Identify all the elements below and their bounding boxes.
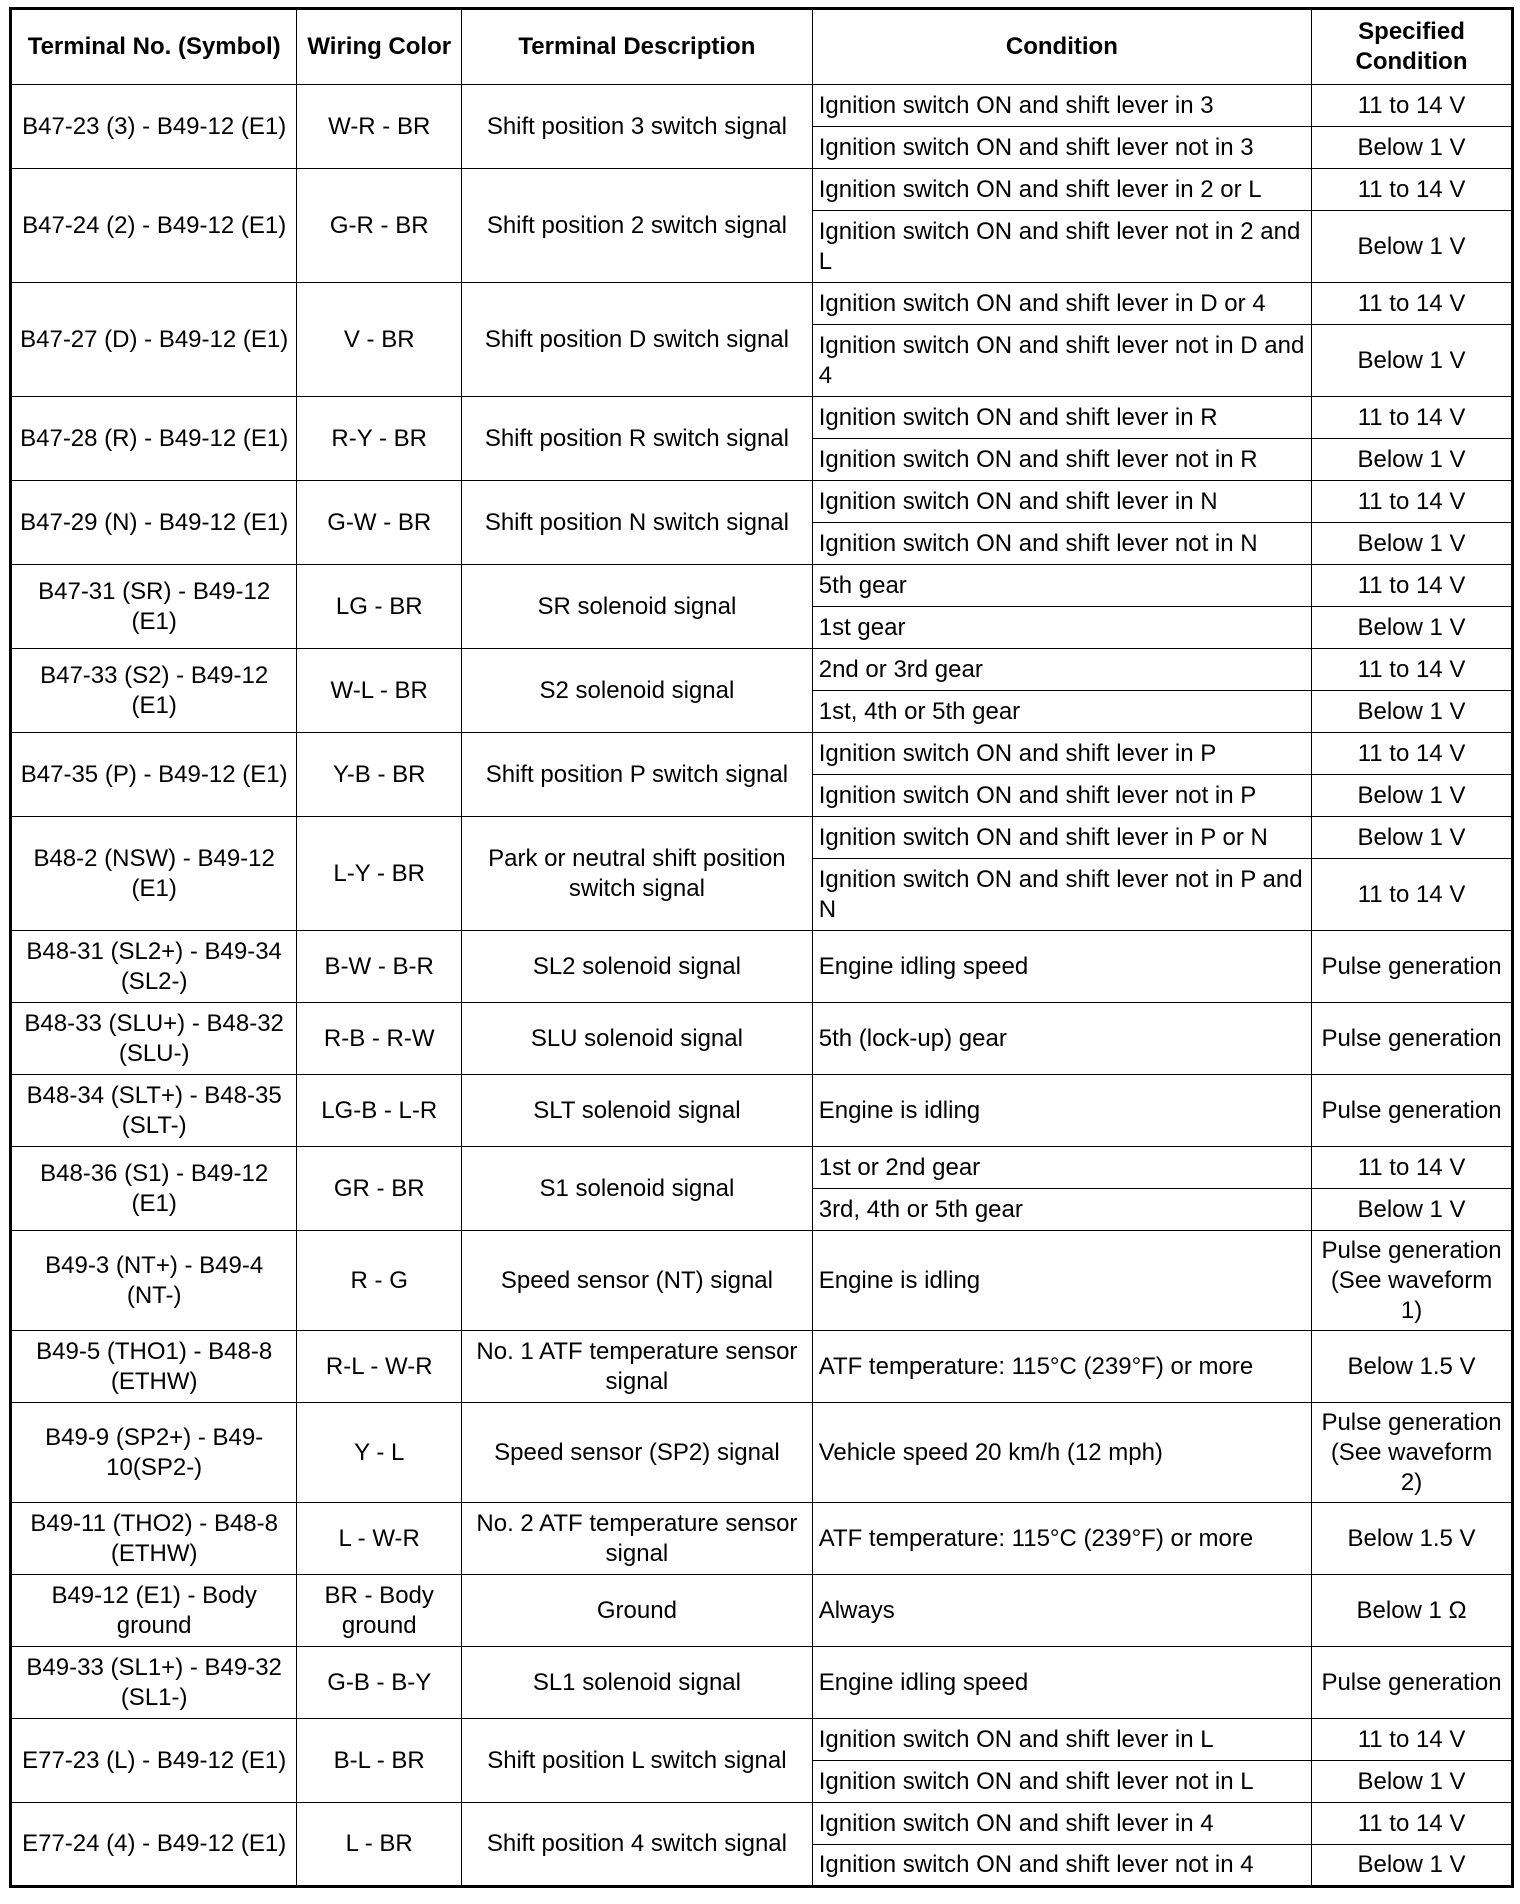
description-cell: No. 2 ATF temperature sensor signal <box>462 1503 813 1575</box>
terminal-cell: B48-33 (SLU+) - B48-32 (SLU-) <box>11 1003 297 1075</box>
table-row <box>11 1575 1513 1647</box>
terminal-cell: B47-24 (2) - B49-12 (E1) <box>11 169 297 283</box>
condition-cell: Ignition switch ON and shift lever in N <box>812 481 1311 523</box>
terminal-cell: B49-12 (E1) - Body ground <box>11 1575 297 1647</box>
specified-condition-cell: Pulse generation (See waveform 2) <box>1312 1403 1513 1503</box>
header-condition: Condition <box>812 9 1311 85</box>
condition-cell: Ignition switch ON and shift lever in 2 or L <box>812 169 1311 211</box>
header-terminal-no: Terminal No. (Symbol) <box>11 9 297 85</box>
wiring-color-cell: R-Y - BR <box>297 397 462 481</box>
terminal-cell: B48-34 (SLT+) - B48-35 (SLT-) <box>11 1075 297 1147</box>
specified-condition-cell: Below 1 V <box>1312 523 1513 565</box>
description-cell: Shift position P switch signal <box>462 733 813 817</box>
condition-cell: Ignition switch ON and shift lever in R <box>812 397 1311 439</box>
specified-condition-cell: 11 to 14 V <box>1312 85 1513 127</box>
wiring-color-cell: GR - BR <box>297 1147 462 1231</box>
wiring-color-cell: L - BR <box>297 1803 462 1887</box>
condition-cell: Ignition switch ON and shift lever not in R <box>812 439 1311 481</box>
specified-condition-cell: 11 to 14 V <box>1312 1803 1513 1845</box>
specified-condition-cell: Below 1 V <box>1312 439 1513 481</box>
description-cell: SR solenoid signal <box>462 565 813 649</box>
wiring-color-cell: BR - Body ground <box>297 1575 462 1647</box>
description-cell: Shift position R switch signal <box>462 397 813 481</box>
specified-condition-cell: Pulse generation <box>1312 1075 1513 1147</box>
terminal-cell: B47-33 (S2) - B49-12 (E1) <box>11 649 297 733</box>
specified-condition-cell: Pulse generation <box>1312 1003 1513 1075</box>
specified-condition-cell: Below 1 V <box>1312 775 1513 817</box>
wiring-color-cell: B-W - B-R <box>297 931 462 1003</box>
table-row <box>11 481 1513 523</box>
wiring-color-cell: V - BR <box>297 283 462 397</box>
condition-cell: 5th (lock-up) gear <box>812 1003 1311 1075</box>
condition-cell: Ignition switch ON and shift lever not in P <box>812 775 1311 817</box>
specified-condition-cell: 11 to 14 V <box>1312 733 1513 775</box>
wiring-color-cell: LG - BR <box>297 565 462 649</box>
wiring-color-cell: B-L - BR <box>297 1719 462 1803</box>
wiring-color-cell: Y-B - BR <box>297 733 462 817</box>
condition-cell: Ignition switch ON and shift lever not in 4 <box>812 1845 1311 1887</box>
terminal-cell: B48-2 (NSW) - B49-12 (E1) <box>11 817 297 931</box>
specified-condition-cell: Pulse generation <box>1312 1647 1513 1719</box>
condition-cell: Ignition switch ON and shift lever not in D and 4 <box>812 325 1311 397</box>
description-cell: Shift position 2 switch signal <box>462 169 813 283</box>
condition-cell: Ignition switch ON and shift lever in D or 4 <box>812 283 1311 325</box>
condition-cell: Ignition switch ON and shift lever not in 2 and L <box>812 211 1311 283</box>
wiring-color-cell: W-L - BR <box>297 649 462 733</box>
condition-cell: 1st gear <box>812 607 1311 649</box>
specified-condition-cell: 11 to 14 V <box>1312 1147 1513 1189</box>
condition-cell: 1st, 4th or 5th gear <box>812 691 1311 733</box>
specified-condition-cell: 11 to 14 V <box>1312 397 1513 439</box>
description-cell: No. 1 ATF temperature sensor signal <box>462 1331 813 1403</box>
specified-condition-cell: 11 to 14 V <box>1312 481 1513 523</box>
header-terminal-description: Terminal Description <box>462 9 813 85</box>
description-cell: S1 solenoid signal <box>462 1147 813 1231</box>
condition-cell: Ignition switch ON and shift lever in 3 <box>812 85 1311 127</box>
table-row <box>11 1803 1513 1845</box>
wiring-color-cell: R-B - R-W <box>297 1003 462 1075</box>
condition-cell: Ignition switch ON and shift lever in L <box>812 1719 1311 1761</box>
specified-condition-cell: Below 1 V <box>1312 691 1513 733</box>
wiring-color-cell: W-R - BR <box>297 85 462 169</box>
condition-cell: 5th gear <box>812 565 1311 607</box>
terminal-cell: B49-5 (THO1) - B48-8 (ETHW) <box>11 1331 297 1403</box>
table-row <box>11 397 1513 439</box>
specified-condition-cell: Below 1 Ω <box>1312 1575 1513 1647</box>
table-header-row <box>11 9 1513 85</box>
table-row <box>11 565 1513 607</box>
terminal-cell: B48-31 (SL2+) - B49-34 (SL2-) <box>11 931 297 1003</box>
description-cell: Shift position D switch signal <box>462 283 813 397</box>
description-cell: Park or neutral shift position switch signal <box>462 817 813 931</box>
table-row <box>11 169 1513 211</box>
terminal-cell: B47-28 (R) - B49-12 (E1) <box>11 397 297 481</box>
terminal-cell: B47-27 (D) - B49-12 (E1) <box>11 283 297 397</box>
specified-condition-cell: Below 1 V <box>1312 817 1513 859</box>
wiring-color-cell: L-Y - BR <box>297 817 462 931</box>
table-row <box>11 283 1513 325</box>
condition-cell: Engine idling speed <box>812 931 1311 1003</box>
terminal-cell: B47-31 (SR) - B49-12 (E1) <box>11 565 297 649</box>
table-row <box>11 1331 1513 1403</box>
description-cell: SL1 solenoid signal <box>462 1647 813 1719</box>
condition-cell: Ignition switch ON and shift lever not in 3 <box>812 127 1311 169</box>
specified-condition-cell: Below 1 V <box>1312 325 1513 397</box>
condition-cell: Ignition switch ON and shift lever in P or N <box>812 817 1311 859</box>
terminal-cell: B47-29 (N) - B49-12 (E1) <box>11 481 297 565</box>
condition-cell: ATF temperature: 115°C (239°F) or more <box>812 1503 1311 1575</box>
condition-cell: 2nd or 3rd gear <box>812 649 1311 691</box>
terminal-cell: E77-24 (4) - B49-12 (E1) <box>11 1803 297 1887</box>
condition-cell: Vehicle speed 20 km/h (12 mph) <box>812 1403 1311 1503</box>
table-row <box>11 817 1513 859</box>
table-row <box>11 1403 1513 1503</box>
description-cell: SLT solenoid signal <box>462 1075 813 1147</box>
description-cell: Shift position N switch signal <box>462 481 813 565</box>
specified-condition-cell: Below 1 V <box>1312 127 1513 169</box>
description-cell: Speed sensor (NT) signal <box>462 1231 813 1331</box>
wiring-color-cell: G-B - B-Y <box>297 1647 462 1719</box>
specified-condition-cell: Below 1 V <box>1312 1761 1513 1803</box>
specified-condition-cell: 11 to 14 V <box>1312 169 1513 211</box>
condition-cell: Engine is idling <box>812 1231 1311 1331</box>
condition-cell: Always <box>812 1575 1311 1647</box>
condition-cell: Ignition switch ON and shift lever not in P and N <box>812 859 1311 931</box>
description-cell: Ground <box>462 1575 813 1647</box>
table-row <box>11 931 1513 1003</box>
specified-condition-cell: Below 1.5 V <box>1312 1503 1513 1575</box>
specified-condition-cell: Below 1 V <box>1312 211 1513 283</box>
specified-condition-cell: 11 to 14 V <box>1312 859 1513 931</box>
wiring-color-cell: R-L - W-R <box>297 1331 462 1403</box>
condition-cell: Ignition switch ON and shift lever not in L <box>812 1761 1311 1803</box>
terminal-inspection-table <box>9 7 1514 1888</box>
terminal-cell: E77-23 (L) - B49-12 (E1) <box>11 1719 297 1803</box>
terminal-table-container <box>9 7 1514 1888</box>
wiring-color-cell: LG-B - L-R <box>297 1075 462 1147</box>
table-body <box>11 85 1513 1887</box>
condition-cell: 1st or 2nd gear <box>812 1147 1311 1189</box>
specified-condition-cell: Pulse generation <box>1312 931 1513 1003</box>
header-specified-condition: Specified Condition <box>1312 9 1513 85</box>
table-row <box>11 649 1513 691</box>
description-cell: Shift position 3 switch signal <box>462 85 813 169</box>
condition-cell: 3rd, 4th or 5th gear <box>812 1189 1311 1231</box>
table-row <box>11 1503 1513 1575</box>
table-row <box>11 1719 1513 1761</box>
table-row <box>11 733 1513 775</box>
header-wiring-color: Wiring Color <box>297 9 462 85</box>
terminal-cell: B47-23 (3) - B49-12 (E1) <box>11 85 297 169</box>
table-row <box>11 85 1513 127</box>
table-row <box>11 1647 1513 1719</box>
specified-condition-cell: 11 to 14 V <box>1312 565 1513 607</box>
specified-condition-cell: Below 1.5 V <box>1312 1331 1513 1403</box>
specified-condition-cell: 11 to 14 V <box>1312 649 1513 691</box>
condition-cell: Ignition switch ON and shift lever in P <box>812 733 1311 775</box>
specified-condition-cell: 11 to 14 V <box>1312 1719 1513 1761</box>
wiring-color-cell: L - W-R <box>297 1503 462 1575</box>
terminal-cell: B48-36 (S1) - B49-12 (E1) <box>11 1147 297 1231</box>
specified-condition-cell: Below 1 V <box>1312 607 1513 649</box>
terminal-cell: B49-9 (SP2+) - B49-10(SP2-) <box>11 1403 297 1503</box>
condition-cell: Engine idling speed <box>812 1647 1311 1719</box>
table-row <box>11 1075 1513 1147</box>
terminal-cell: B47-35 (P) - B49-12 (E1) <box>11 733 297 817</box>
description-cell: Shift position L switch signal <box>462 1719 813 1803</box>
description-cell: Speed sensor (SP2) signal <box>462 1403 813 1503</box>
wiring-color-cell: R - G <box>297 1231 462 1331</box>
description-cell: SL2 solenoid signal <box>462 931 813 1003</box>
condition-cell: ATF temperature: 115°C (239°F) or more <box>812 1331 1311 1403</box>
specified-condition-cell: Pulse generation (See waveform 1) <box>1312 1231 1513 1331</box>
description-cell: SLU solenoid signal <box>462 1003 813 1075</box>
wiring-color-cell: G-W - BR <box>297 481 462 565</box>
wiring-color-cell: Y - L <box>297 1403 462 1503</box>
table-row <box>11 1231 1513 1331</box>
terminal-cell: B49-33 (SL1+) - B49-32 (SL1-) <box>11 1647 297 1719</box>
terminal-cell: B49-3 (NT+) - B49-4 (NT-) <box>11 1231 297 1331</box>
condition-cell: Ignition switch ON and shift lever not in N <box>812 523 1311 565</box>
wiring-color-cell: G-R - BR <box>297 169 462 283</box>
table-row <box>11 1003 1513 1075</box>
condition-cell: Engine is idling <box>812 1075 1311 1147</box>
specified-condition-cell: 11 to 14 V <box>1312 283 1513 325</box>
specified-condition-cell: Below 1 V <box>1312 1845 1513 1887</box>
condition-cell: Ignition switch ON and shift lever in 4 <box>812 1803 1311 1845</box>
terminal-cell: B49-11 (THO2) - B48-8 (ETHW) <box>11 1503 297 1575</box>
description-cell: S2 solenoid signal <box>462 649 813 733</box>
specified-condition-cell: Below 1 V <box>1312 1189 1513 1231</box>
table-row <box>11 1147 1513 1189</box>
description-cell: Shift position 4 switch signal <box>462 1803 813 1887</box>
